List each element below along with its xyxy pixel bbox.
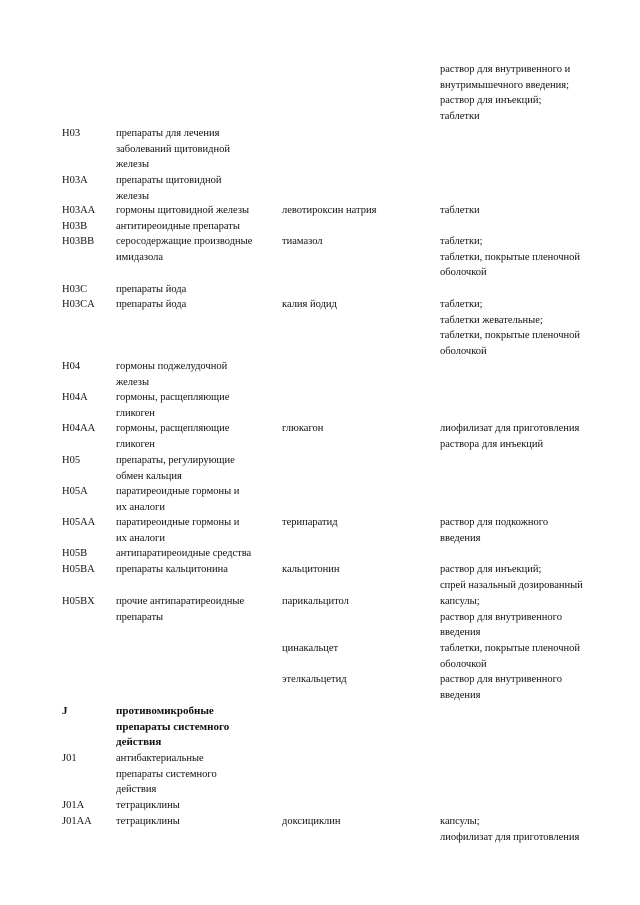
atc-group-name-cell: антитиреоидные препараты [116, 221, 240, 232]
atc-code-cell: H03B [62, 221, 88, 232]
atc-code-cell: H03 [62, 128, 81, 139]
drug-inn-cell: левотироксин натрия [282, 205, 377, 216]
atc-code-cell: H05AA [62, 517, 96, 528]
drug-inn-cell: этелкальцетид [282, 674, 347, 685]
dosage-form-cell: капсулы; лиофилизат для приготовления [440, 816, 580, 843]
drug-inn-cell: тиамазол [282, 236, 323, 247]
atc-group-name-cell: препараты, регулирующие обмен кальция [116, 455, 235, 482]
dosage-form-cell: лиофилизат для приготовления раствора для инъекций [440, 423, 580, 450]
drug-inn-cell: доксициклин [282, 816, 341, 827]
atc-group-name-cell: серосодержащие производные имидазола [116, 236, 253, 263]
atc-group-name-cell: препараты кальцитонина [116, 564, 228, 575]
dosage-form-cell: капсулы; раствор для внутривенного введения [440, 596, 562, 639]
atc-code-cell: H04 [62, 361, 81, 372]
atc-group-name-cell: препараты йода [116, 284, 187, 295]
dosage-form-cell: раствор для инъекций; спрей назальный дозированный [440, 564, 583, 591]
atc-code-cell: J01AA [62, 816, 92, 827]
atc-code-cell: H05 [62, 455, 81, 466]
dosage-form-cell: таблетки; таблетки, покрытые пленочной оболочкой [440, 236, 581, 279]
atc-code-cell: H04A [62, 392, 88, 403]
drug-inn-cell: цинакальцет [282, 643, 339, 654]
dosage-form-cell: раствор для внутривенного введения [440, 674, 562, 701]
dosage-form-cell: таблетки [440, 205, 480, 216]
atc-group-name-cell: паратиреоидные гормоны и их аналоги [116, 517, 240, 544]
dosage-form-cell: раствор для внутривенного и внутримышечного введения; раствор для инъекций; таблетки [440, 64, 571, 122]
atc-group-name-cell: препараты для лечения заболеваний щитовидной железы [116, 128, 230, 171]
atc-group-name-cell: гормоны щитовидной железы [116, 205, 250, 216]
atc-group-name-cell: гормоны, расщепляющие гликоген [116, 392, 230, 419]
atc-group-name-cell: паратиреоидные гормоны и их аналоги [116, 486, 240, 513]
atc-code-cell: H05B [62, 548, 88, 559]
drug-inn-cell: калия йодид [282, 299, 337, 310]
drug-inn-cell: глюкагон [282, 423, 324, 434]
atc-group-name-cell: препараты йода [116, 299, 187, 310]
atc-code-cell: H05BA [62, 564, 95, 575]
atc-group-name-cell: антибактериальные препараты системного действия [116, 753, 217, 796]
atc-code-cell: H03BB [62, 236, 95, 247]
atc-group-name-cell: тетрациклины [116, 816, 180, 827]
drug-inn-cell: парикальцитол [282, 596, 349, 607]
drug-inn-cell: кальцитонин [282, 564, 340, 575]
atc-group-name-cell: гормоны, расщепляющие гликоген [116, 423, 230, 450]
atc-code-cell: J [62, 705, 68, 717]
atc-code-cell: H03A [62, 175, 88, 186]
atc-code-cell: H03CA [62, 299, 95, 310]
atc-code-cell: H05BX [62, 596, 95, 607]
atc-code-cell: J01A [62, 800, 85, 811]
drug-inn-cell: терипаратид [282, 517, 338, 528]
atc-group-name-cell: противомикробные препараты системного действия [116, 705, 230, 749]
atc-group-name-cell: прочие антипаратиреоидные препараты [116, 596, 245, 623]
atc-code-cell: H03C [62, 284, 88, 295]
dosage-form-cell: раствор для подкожного введения [440, 517, 549, 544]
atc-group-name-cell: препараты щитовидной железы [116, 175, 222, 202]
atc-group-name-cell: гормоны поджелудочной железы [116, 361, 228, 388]
atc-code-cell: H04AA [62, 423, 96, 434]
dosage-form-cell: таблетки; таблетки жевательные; таблетки, покрытые пленочной оболочкой [440, 299, 581, 357]
atc-code-cell: H03AA [62, 205, 96, 216]
atc-code-cell: H05A [62, 486, 88, 497]
atc-group-name-cell: антипаратиреоидные средства [116, 548, 252, 559]
atc-group-name-cell: тетрациклины [116, 800, 180, 811]
dosage-form-cell: таблетки, покрытые пленочной оболочкой [440, 643, 581, 670]
atc-code-cell: J01 [62, 753, 77, 764]
